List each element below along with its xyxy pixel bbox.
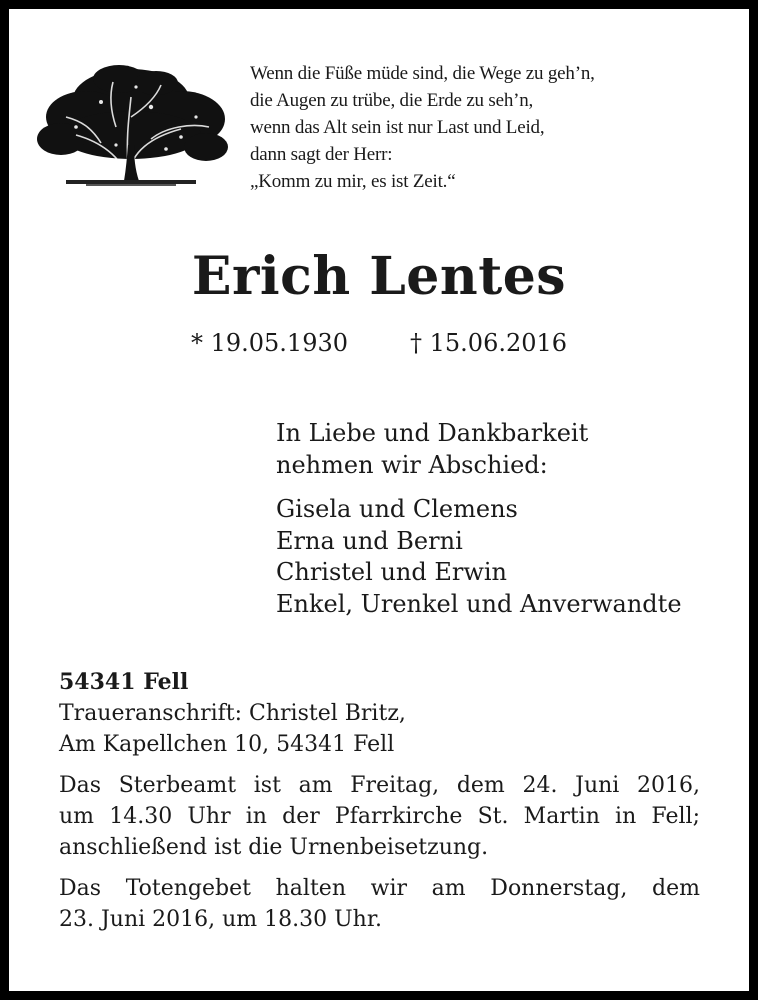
mourner-name: Christel und Erwin <box>276 558 508 586</box>
prayer-info <box>59 873 700 935</box>
address-line: Traueranschrift: Christel Britz, <box>59 701 406 726</box>
service-line: um 14.30 Uhr in der Pfarrkirche St. Martin in Fell; <box>59 804 700 829</box>
birth-date: * 19.05.1930 <box>190 329 348 357</box>
deceased-name: Erich Lentes <box>191 246 567 307</box>
tree-illustration-icon <box>31 57 231 192</box>
poem-line: Wenn die Füße müde sind, die Wege zu geh’n, <box>250 63 595 84</box>
intro-line: In Liebe und Dankbarkeit <box>276 419 589 447</box>
death-date: † 15.06.2016 <box>410 329 568 357</box>
obituary-notice <box>9 9 749 991</box>
details-block <box>59 667 700 935</box>
prayer-line: Das Totengebet halten wir am Donnerstag, dem <box>59 876 700 901</box>
poem-line: die Augen zu trübe, die Erde zu seh’n, <box>250 90 534 111</box>
poem-line: „Komm zu mir, es ist Zeit.“ <box>250 171 456 192</box>
service-line: anschließend ist die Urnenbeisetzung. <box>59 835 489 860</box>
mourners-block <box>276 418 746 620</box>
poem-line: dann sagt der Herr: <box>250 144 393 165</box>
poem-line: wenn das Alt sein ist nur Last und Leid, <box>250 117 545 138</box>
mourner-name: Erna und Berni <box>276 526 463 555</box>
mourner-name: Enkel, Urenkel und Anverwandte <box>276 589 682 618</box>
prayer-line: 23. Juni 2016, um 18.30 Uhr. <box>59 907 382 932</box>
town: 54341 Fell <box>59 669 189 695</box>
poem <box>250 60 740 195</box>
life-dates <box>9 327 749 359</box>
service-line: Das Sterbeamt ist am Freitag, dem 24. Juni 2016, <box>59 773 700 798</box>
intro-line: nehmen wir Abschied: <box>276 450 548 479</box>
service-info <box>59 770 700 863</box>
mourner-name: Gisela und Clemens <box>276 495 518 523</box>
address-line: Am Kapellchen 10, 54341 Fell <box>59 732 395 757</box>
